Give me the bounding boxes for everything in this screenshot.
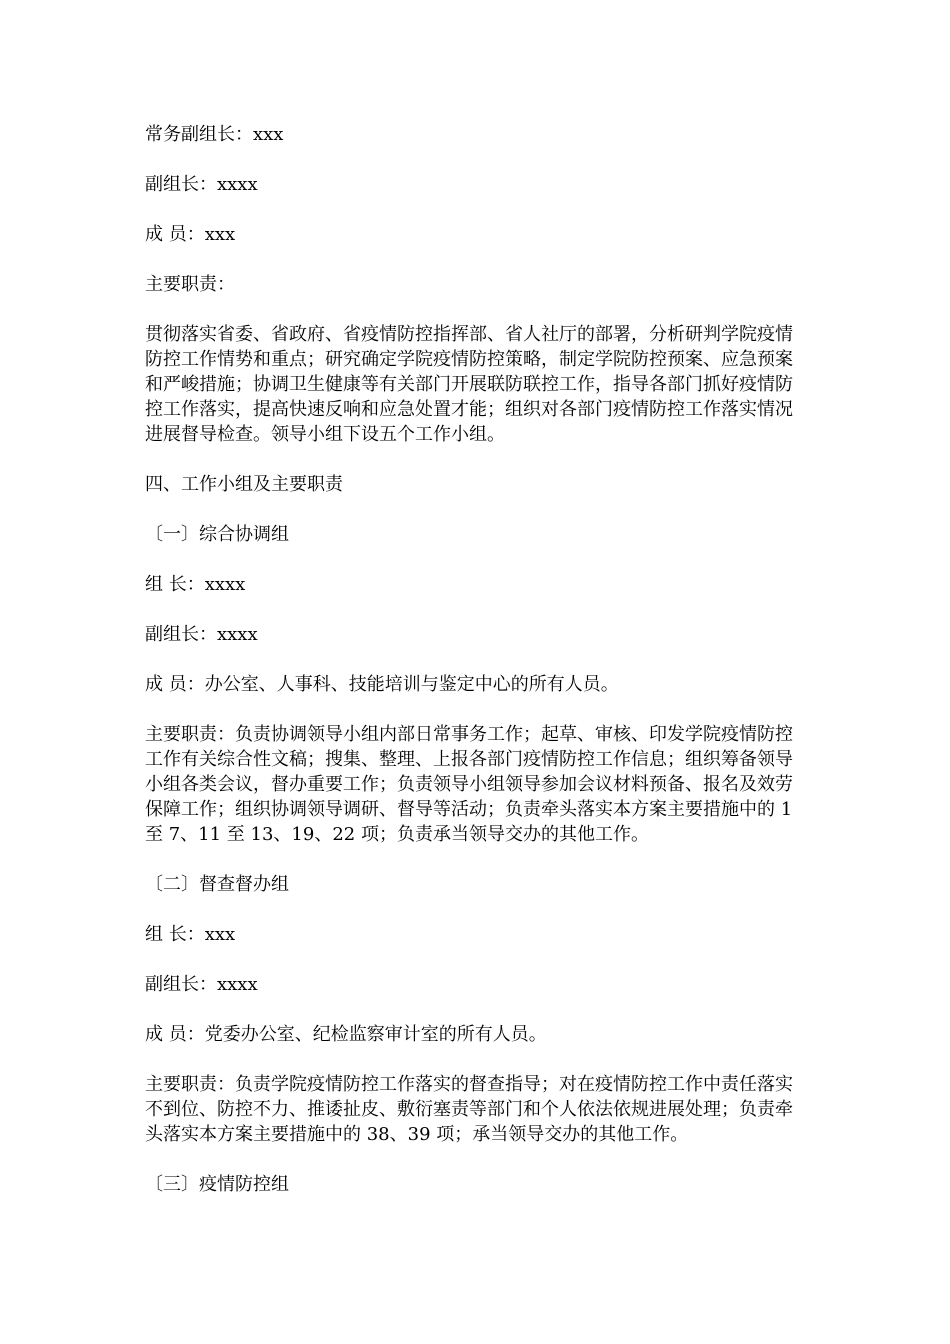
paragraph-main-duties-heading: 主要职责： [145,274,235,295]
paragraph-group-leader: 组 长：xxxx [145,574,246,595]
paragraph-members: 成 员：xxx [145,224,236,245]
subsection-heading-coordination-group: 〔一〕综合协调组 [145,524,289,545]
paragraph-supervision-leader: 组 长：xxx [145,924,236,945]
paragraph-supervision-duties: 主要职责：负责学院疫情防控工作落实的督查指导；对在疫情防控工作中责任落实不到位、防控不力、推诿扯皮、敷衍塞责等部门和个人依法依规进展处理；负责牵头落实本方案主要措施中的 38、39 项；承当领导交办的其他工作。 [145,1074,793,1145]
paragraph-executive-deputy-leader: 常务副组长：xxx [145,124,284,145]
subsection-heading-supervision-group: 〔二〕督查督办组 [145,874,289,895]
paragraph-group-members: 成 员：办公室、人事科、技能培训与鉴定中心的所有人员。 [145,674,619,695]
paragraph-main-duties-body: 贯彻落实省委、省政府、省疫情防控指挥部、省人社厅的部署，分析研判学院疫情防控工作情势和重点；研究确定学院疫情防控策略，制定学院防控预案、应急预案和严峻措施；协调卫生健康等有关部门开展联防联控工作，指导各部门抓好疫情防控工作落实，提高快速反响和应急处置才能；组织对各部门疫情防控工作落实情况进展督导检查。领导小组下设五个工作小组。 [145,324,793,445]
subsection-heading-epidemic-control-group: 〔三〕疫情防控组 [145,1174,289,1195]
paragraph-group-deputy-leader: 副组长：xxxx [145,624,258,645]
paragraph-supervision-deputy-leader: 副组长：xxxx [145,974,258,995]
paragraph-deputy-leader: 副组长：xxxx [145,174,258,195]
paragraph-supervision-members: 成 员：党委办公室、纪检监察审计室的所有人员。 [145,1024,547,1045]
section-heading-work-groups: 四、工作小组及主要职责 [145,474,343,495]
document-body [145,122,805,1222]
paragraph-group-duties: 主要职责：负责协调领导小组内部日常事务工作；起草、审核、印发学院疫情防控工作有关综合性文稿；搜集、整理、上报各部门疫情防控工作信息；组织筹备领导小组各类会议，督办重要工作；负责领导小组领导参加会议材料预备、报名及效劳保障工作；组织协调领导调研、督导等活动；负责牵头落实本方案主要措施中的 1 至 7、11 至 13、19、22 项；负责承当领导交办的其他工作。 [145,724,798,845]
